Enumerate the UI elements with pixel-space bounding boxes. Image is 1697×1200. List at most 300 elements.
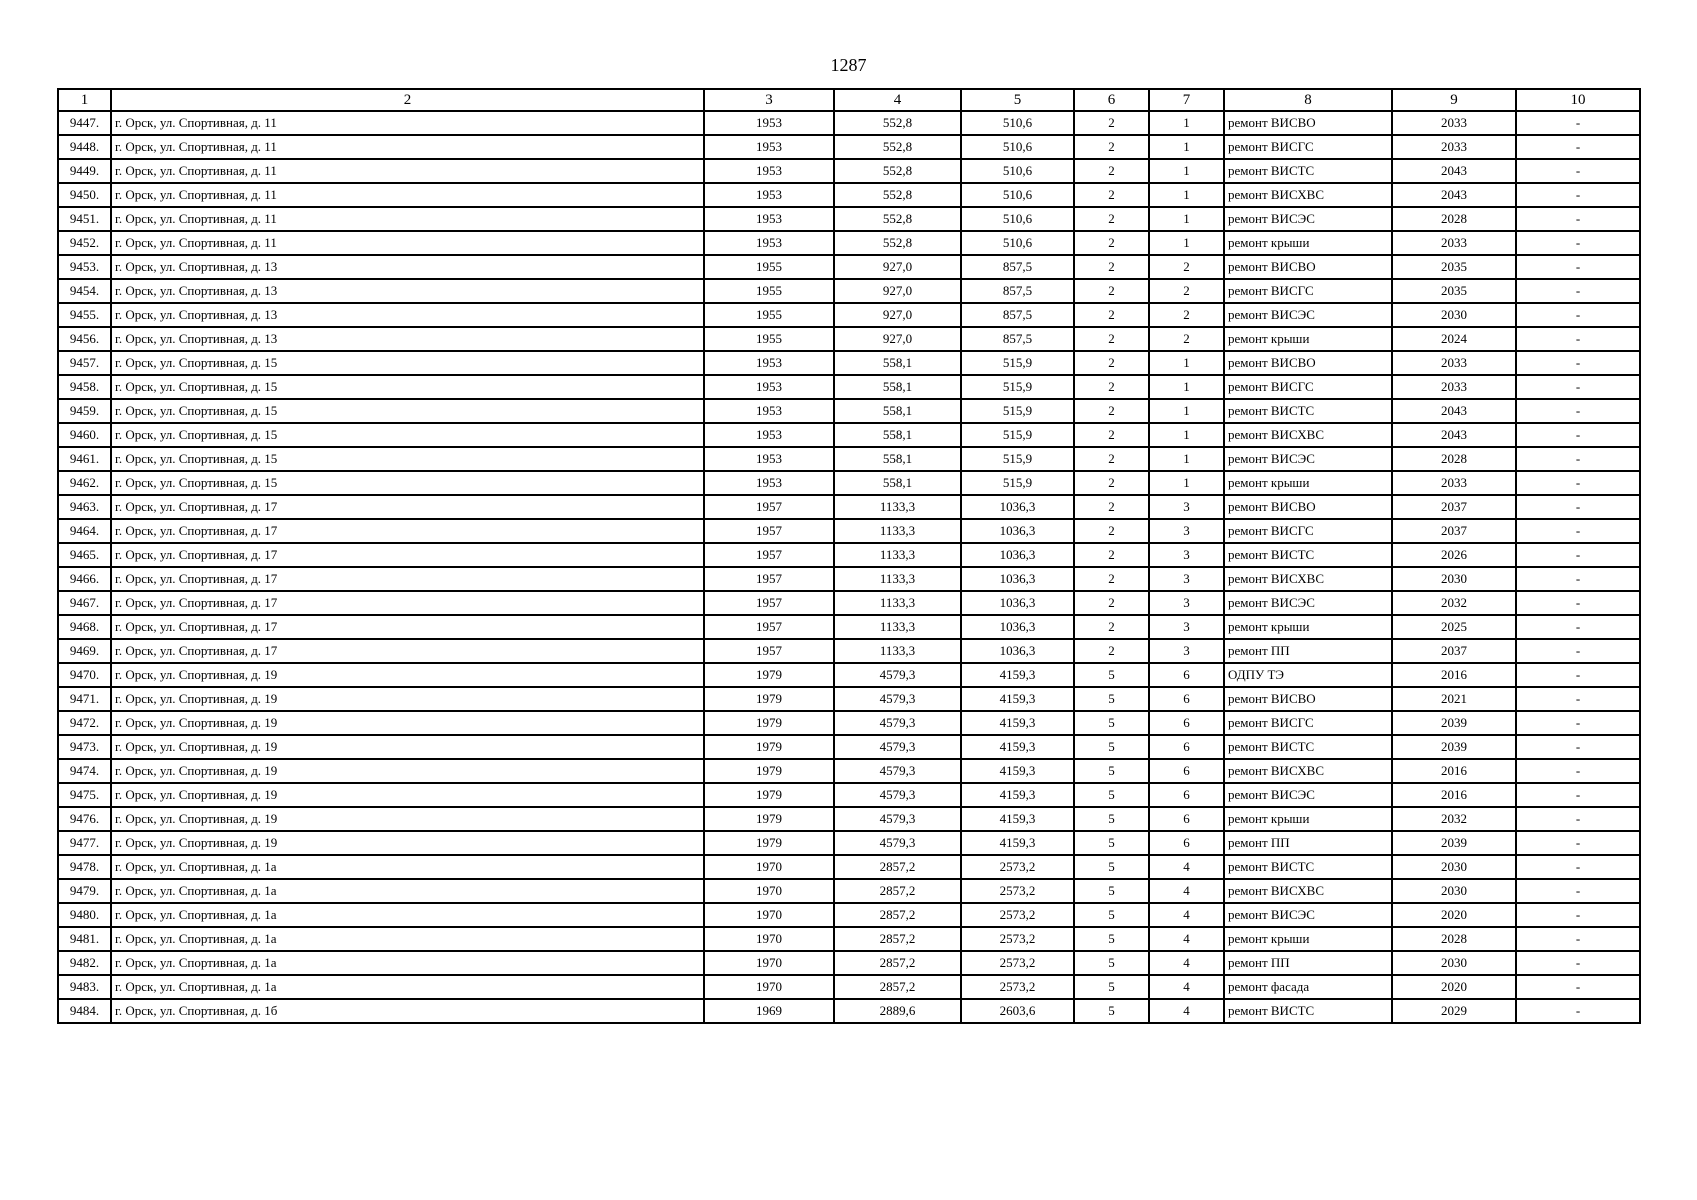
address-cell: г. Орск, ул. Спортивная, д. 19 [111, 759, 704, 783]
column-header-1: 1 [58, 89, 111, 111]
year-built-cell: 1970 [704, 951, 834, 975]
planned-year-cell: 2035 [1392, 279, 1516, 303]
table-row [58, 519, 1640, 543]
work-type-cell: ремонт ВИСХВС [1224, 879, 1392, 903]
floors-cell: 2 [1074, 231, 1149, 255]
entrances-cell: 2 [1149, 279, 1224, 303]
living-area-cell: 4159,3 [961, 807, 1074, 831]
note-cell: - [1516, 759, 1640, 783]
living-area-cell: 2603,6 [961, 999, 1074, 1023]
year-built-cell: 1953 [704, 207, 834, 231]
address-cell: г. Орск, ул. Спортивная, д. 17 [111, 639, 704, 663]
total-area-cell: 4579,3 [834, 711, 961, 735]
entrances-cell: 6 [1149, 759, 1224, 783]
planned-year-cell: 2033 [1392, 135, 1516, 159]
floors-cell: 5 [1074, 999, 1149, 1023]
entrances-cell: 1 [1149, 375, 1224, 399]
year-built-cell: 1953 [704, 375, 834, 399]
entrances-cell: 3 [1149, 519, 1224, 543]
address-cell: г. Орск, ул. Спортивная, д. 1а [111, 927, 704, 951]
work-type-cell: ремонт ВИСВО [1224, 687, 1392, 711]
floors-cell: 2 [1074, 279, 1149, 303]
planned-year-cell: 2030 [1392, 855, 1516, 879]
year-built-cell: 1955 [704, 303, 834, 327]
living-area-cell: 857,5 [961, 327, 1074, 351]
total-area-cell: 1133,3 [834, 615, 961, 639]
address-cell: г. Орск, ул. Спортивная, д. 1а [111, 975, 704, 999]
total-area-cell: 552,8 [834, 111, 961, 135]
year-built-cell: 1953 [704, 399, 834, 423]
work-type-cell: ремонт ВИСТС [1224, 999, 1392, 1023]
address-cell: г. Орск, ул. Спортивная, д. 11 [111, 111, 704, 135]
table-row [58, 735, 1640, 759]
planned-year-cell: 2028 [1392, 207, 1516, 231]
year-built-cell: 1957 [704, 519, 834, 543]
work-type-cell: ремонт ПП [1224, 951, 1392, 975]
year-built-cell: 1979 [704, 783, 834, 807]
column-header-8: 8 [1224, 89, 1392, 111]
floors-cell: 2 [1074, 591, 1149, 615]
note-cell: - [1516, 183, 1640, 207]
planned-year-cell: 2021 [1392, 687, 1516, 711]
floors-cell: 2 [1074, 351, 1149, 375]
entrances-cell: 1 [1149, 183, 1224, 207]
note-cell: - [1516, 447, 1640, 471]
row-number: 9462. [58, 471, 111, 495]
total-area-cell: 2889,6 [834, 999, 961, 1023]
planned-year-cell: 2029 [1392, 999, 1516, 1023]
table-row [58, 351, 1640, 375]
year-built-cell: 1953 [704, 423, 834, 447]
table-row [58, 783, 1640, 807]
total-area-cell: 1133,3 [834, 567, 961, 591]
note-cell: - [1516, 159, 1640, 183]
total-area-cell: 927,0 [834, 327, 961, 351]
row-number: 9452. [58, 231, 111, 255]
row-number: 9447. [58, 111, 111, 135]
row-number: 9467. [58, 591, 111, 615]
planned-year-cell: 2025 [1392, 615, 1516, 639]
living-area-cell: 4159,3 [961, 687, 1074, 711]
total-area-cell: 558,1 [834, 375, 961, 399]
work-type-cell: ремонт ВИСХВС [1224, 423, 1392, 447]
living-area-cell: 2573,2 [961, 855, 1074, 879]
year-built-cell: 1979 [704, 687, 834, 711]
floors-cell: 2 [1074, 519, 1149, 543]
planned-year-cell: 2039 [1392, 831, 1516, 855]
table-row [58, 183, 1640, 207]
table-row [58, 807, 1640, 831]
floors-cell: 5 [1074, 687, 1149, 711]
note-cell: - [1516, 471, 1640, 495]
table-row [58, 375, 1640, 399]
year-built-cell: 1979 [704, 759, 834, 783]
row-number: 9449. [58, 159, 111, 183]
total-area-cell: 1133,3 [834, 519, 961, 543]
table-row [58, 927, 1640, 951]
living-area-cell: 515,9 [961, 375, 1074, 399]
planned-year-cell: 2033 [1392, 231, 1516, 255]
year-built-cell: 1957 [704, 543, 834, 567]
work-type-cell: ремонт ВИСТС [1224, 159, 1392, 183]
total-area-cell: 558,1 [834, 471, 961, 495]
living-area-cell: 2573,2 [961, 951, 1074, 975]
living-area-cell: 857,5 [961, 279, 1074, 303]
address-cell: г. Орск, ул. Спортивная, д. 1а [111, 855, 704, 879]
note-cell: - [1516, 519, 1640, 543]
work-type-cell: ремонт ВИСТС [1224, 735, 1392, 759]
work-type-cell: ремонт ВИСГС [1224, 519, 1392, 543]
table-row [58, 207, 1640, 231]
entrances-cell: 3 [1149, 591, 1224, 615]
floors-cell: 2 [1074, 447, 1149, 471]
address-cell: г. Орск, ул. Спортивная, д. 19 [111, 687, 704, 711]
address-cell: г. Орск, ул. Спортивная, д. 13 [111, 303, 704, 327]
note-cell: - [1516, 879, 1640, 903]
row-number: 9466. [58, 567, 111, 591]
year-built-cell: 1970 [704, 879, 834, 903]
work-type-cell: ремонт крыши [1224, 615, 1392, 639]
address-cell: г. Орск, ул. Спортивная, д. 19 [111, 783, 704, 807]
planned-year-cell: 2016 [1392, 783, 1516, 807]
address-cell: г. Орск, ул. Спортивная, д. 15 [111, 375, 704, 399]
work-type-cell: ремонт ВИСГС [1224, 135, 1392, 159]
entrances-cell: 4 [1149, 855, 1224, 879]
living-area-cell: 515,9 [961, 351, 1074, 375]
living-area-cell: 515,9 [961, 447, 1074, 471]
work-type-cell: ремонт фасада [1224, 975, 1392, 999]
work-type-cell: ремонт ВИСХВС [1224, 183, 1392, 207]
note-cell: - [1516, 831, 1640, 855]
total-area-cell: 4579,3 [834, 831, 961, 855]
year-built-cell: 1957 [704, 615, 834, 639]
note-cell: - [1516, 807, 1640, 831]
planned-year-cell: 2033 [1392, 111, 1516, 135]
work-type-cell: ремонт ВИСВО [1224, 351, 1392, 375]
entrances-cell: 6 [1149, 831, 1224, 855]
note-cell: - [1516, 423, 1640, 447]
note-cell: - [1516, 663, 1640, 687]
column-header-2: 2 [111, 89, 704, 111]
table-row [58, 495, 1640, 519]
note-cell: - [1516, 687, 1640, 711]
address-cell: г. Орск, ул. Спортивная, д. 11 [111, 159, 704, 183]
planned-year-cell: 2037 [1392, 495, 1516, 519]
living-area-cell: 4159,3 [961, 759, 1074, 783]
row-number: 9464. [58, 519, 111, 543]
entrances-cell: 1 [1149, 447, 1224, 471]
address-cell: г. Орск, ул. Спортивная, д. 17 [111, 591, 704, 615]
total-area-cell: 4579,3 [834, 663, 961, 687]
row-number: 9457. [58, 351, 111, 375]
row-number: 9455. [58, 303, 111, 327]
total-area-cell: 1133,3 [834, 495, 961, 519]
entrances-cell: 4 [1149, 999, 1224, 1023]
living-area-cell: 1036,3 [961, 543, 1074, 567]
entrances-cell: 1 [1149, 471, 1224, 495]
address-cell: г. Орск, ул. Спортивная, д. 11 [111, 207, 704, 231]
note-cell: - [1516, 135, 1640, 159]
living-area-cell: 1036,3 [961, 567, 1074, 591]
floors-cell: 2 [1074, 567, 1149, 591]
entrances-cell: 6 [1149, 711, 1224, 735]
planned-year-cell: 2028 [1392, 447, 1516, 471]
planned-year-cell: 2030 [1392, 567, 1516, 591]
note-cell: - [1516, 951, 1640, 975]
living-area-cell: 510,6 [961, 207, 1074, 231]
address-cell: г. Орск, ул. Спортивная, д. 17 [111, 543, 704, 567]
address-cell: г. Орск, ул. Спортивная, д. 15 [111, 423, 704, 447]
note-cell: - [1516, 279, 1640, 303]
table-header-row [58, 89, 1640, 111]
row-number: 9459. [58, 399, 111, 423]
work-type-cell: ремонт ВИСГС [1224, 375, 1392, 399]
planned-year-cell: 2020 [1392, 903, 1516, 927]
table-row [58, 423, 1640, 447]
row-number: 9479. [58, 879, 111, 903]
entrances-cell: 4 [1149, 927, 1224, 951]
living-area-cell: 4159,3 [961, 711, 1074, 735]
work-type-cell: ремонт крыши [1224, 327, 1392, 351]
living-area-cell: 515,9 [961, 399, 1074, 423]
living-area-cell: 1036,3 [961, 639, 1074, 663]
column-header-10: 10 [1516, 89, 1640, 111]
work-type-cell: ремонт ВИСЭС [1224, 903, 1392, 927]
row-number: 9456. [58, 327, 111, 351]
floors-cell: 5 [1074, 855, 1149, 879]
floors-cell: 2 [1074, 183, 1149, 207]
year-built-cell: 1957 [704, 567, 834, 591]
table-row [58, 855, 1640, 879]
year-built-cell: 1957 [704, 495, 834, 519]
work-type-cell: ремонт ВИСТС [1224, 543, 1392, 567]
living-area-cell: 4159,3 [961, 663, 1074, 687]
column-header-7: 7 [1149, 89, 1224, 111]
address-cell: г. Орск, ул. Спортивная, д. 15 [111, 471, 704, 495]
row-number: 9482. [58, 951, 111, 975]
row-number: 9474. [58, 759, 111, 783]
planned-year-cell: 2028 [1392, 927, 1516, 951]
year-built-cell: 1953 [704, 231, 834, 255]
address-cell: г. Орск, ул. Спортивная, д. 19 [111, 807, 704, 831]
total-area-cell: 552,8 [834, 135, 961, 159]
planned-year-cell: 2033 [1392, 471, 1516, 495]
note-cell: - [1516, 495, 1640, 519]
entrances-cell: 1 [1149, 111, 1224, 135]
table-row [58, 303, 1640, 327]
work-type-cell: ремонт ВИСТС [1224, 855, 1392, 879]
living-area-cell: 1036,3 [961, 615, 1074, 639]
entrances-cell: 3 [1149, 639, 1224, 663]
table-row [58, 447, 1640, 471]
column-header-4: 4 [834, 89, 961, 111]
planned-year-cell: 2032 [1392, 591, 1516, 615]
row-number: 9471. [58, 687, 111, 711]
work-type-cell: ремонт крыши [1224, 807, 1392, 831]
table-row [58, 663, 1640, 687]
row-number: 9450. [58, 183, 111, 207]
living-area-cell: 4159,3 [961, 735, 1074, 759]
entrances-cell: 3 [1149, 543, 1224, 567]
work-type-cell: ремонт ВИСЭС [1224, 591, 1392, 615]
year-built-cell: 1953 [704, 111, 834, 135]
floors-cell: 2 [1074, 255, 1149, 279]
total-area-cell: 2857,2 [834, 975, 961, 999]
floors-cell: 2 [1074, 543, 1149, 567]
row-number: 9470. [58, 663, 111, 687]
table-row [58, 711, 1640, 735]
note-cell: - [1516, 639, 1640, 663]
table-row [58, 231, 1640, 255]
planned-year-cell: 2032 [1392, 807, 1516, 831]
floors-cell: 5 [1074, 951, 1149, 975]
row-number: 9475. [58, 783, 111, 807]
planned-year-cell: 2033 [1392, 375, 1516, 399]
row-number: 9448. [58, 135, 111, 159]
floors-cell: 2 [1074, 639, 1149, 663]
planned-year-cell: 2043 [1392, 183, 1516, 207]
total-area-cell: 4579,3 [834, 759, 961, 783]
floors-cell: 2 [1074, 159, 1149, 183]
work-type-cell: ремонт ПП [1224, 831, 1392, 855]
total-area-cell: 4579,3 [834, 783, 961, 807]
floors-cell: 5 [1074, 759, 1149, 783]
floors-cell: 2 [1074, 327, 1149, 351]
total-area-cell: 1133,3 [834, 639, 961, 663]
entrances-cell: 1 [1149, 207, 1224, 231]
work-type-cell: ОДПУ ТЭ [1224, 663, 1392, 687]
planned-year-cell: 2039 [1392, 735, 1516, 759]
table-row [58, 903, 1640, 927]
total-area-cell: 927,0 [834, 303, 961, 327]
living-area-cell: 1036,3 [961, 519, 1074, 543]
note-cell: - [1516, 735, 1640, 759]
address-cell: г. Орск, ул. Спортивная, д. 19 [111, 735, 704, 759]
table-body [58, 111, 1640, 1023]
note-cell: - [1516, 855, 1640, 879]
table-row [58, 951, 1640, 975]
total-area-cell: 1133,3 [834, 543, 961, 567]
entrances-cell: 1 [1149, 351, 1224, 375]
note-cell: - [1516, 351, 1640, 375]
note-cell: - [1516, 783, 1640, 807]
table-row [58, 591, 1640, 615]
floors-cell: 2 [1074, 303, 1149, 327]
table-row [58, 687, 1640, 711]
note-cell: - [1516, 903, 1640, 927]
floors-cell: 2 [1074, 375, 1149, 399]
row-number: 9451. [58, 207, 111, 231]
address-cell: г. Орск, ул. Спортивная, д. 17 [111, 495, 704, 519]
living-area-cell: 515,9 [961, 423, 1074, 447]
floors-cell: 5 [1074, 879, 1149, 903]
planned-year-cell: 2016 [1392, 759, 1516, 783]
row-number: 9483. [58, 975, 111, 999]
row-number: 9453. [58, 255, 111, 279]
total-area-cell: 4579,3 [834, 735, 961, 759]
address-cell: г. Орск, ул. Спортивная, д. 15 [111, 447, 704, 471]
planned-year-cell: 2043 [1392, 159, 1516, 183]
note-cell: - [1516, 327, 1640, 351]
work-type-cell: ремонт крыши [1224, 231, 1392, 255]
address-cell: г. Орск, ул. Спортивная, д. 15 [111, 351, 704, 375]
entrances-cell: 1 [1149, 423, 1224, 447]
living-area-cell: 510,6 [961, 159, 1074, 183]
row-number: 9461. [58, 447, 111, 471]
planned-year-cell: 2037 [1392, 519, 1516, 543]
work-type-cell: ремонт ВИСВО [1224, 495, 1392, 519]
note-cell: - [1516, 399, 1640, 423]
table-row [58, 999, 1640, 1023]
entrances-cell: 1 [1149, 231, 1224, 255]
address-cell: г. Орск, ул. Спортивная, д. 19 [111, 711, 704, 735]
floors-cell: 5 [1074, 831, 1149, 855]
work-type-cell: ремонт крыши [1224, 471, 1392, 495]
column-header-6: 6 [1074, 89, 1149, 111]
row-number: 9484. [58, 999, 111, 1023]
table-row [58, 879, 1640, 903]
floors-cell: 5 [1074, 783, 1149, 807]
table-row [58, 279, 1640, 303]
year-built-cell: 1955 [704, 255, 834, 279]
address-cell: г. Орск, ул. Спортивная, д. 17 [111, 615, 704, 639]
entrances-cell: 6 [1149, 735, 1224, 759]
living-area-cell: 1036,3 [961, 495, 1074, 519]
work-type-cell: ремонт ВИСГС [1224, 711, 1392, 735]
living-area-cell: 2573,2 [961, 975, 1074, 999]
planned-year-cell: 2024 [1392, 327, 1516, 351]
living-area-cell: 2573,2 [961, 903, 1074, 927]
floors-cell: 2 [1074, 615, 1149, 639]
year-built-cell: 1953 [704, 351, 834, 375]
note-cell: - [1516, 567, 1640, 591]
entrances-cell: 1 [1149, 135, 1224, 159]
table-row [58, 615, 1640, 639]
note-cell: - [1516, 231, 1640, 255]
table-row [58, 471, 1640, 495]
total-area-cell: 2857,2 [834, 927, 961, 951]
row-number: 9468. [58, 615, 111, 639]
entrances-cell: 4 [1149, 879, 1224, 903]
entrances-cell: 2 [1149, 303, 1224, 327]
row-number: 9480. [58, 903, 111, 927]
total-area-cell: 552,8 [834, 231, 961, 255]
note-cell: - [1516, 375, 1640, 399]
living-area-cell: 857,5 [961, 303, 1074, 327]
floors-cell: 2 [1074, 135, 1149, 159]
year-built-cell: 1955 [704, 327, 834, 351]
year-built-cell: 1979 [704, 831, 834, 855]
note-cell: - [1516, 591, 1640, 615]
floors-cell: 5 [1074, 975, 1149, 999]
entrances-cell: 4 [1149, 975, 1224, 999]
year-built-cell: 1979 [704, 807, 834, 831]
living-area-cell: 510,6 [961, 231, 1074, 255]
total-area-cell: 552,8 [834, 159, 961, 183]
planned-year-cell: 2026 [1392, 543, 1516, 567]
table-row [58, 111, 1640, 135]
total-area-cell: 2857,2 [834, 855, 961, 879]
repair-schedule-table [57, 88, 1641, 1024]
floors-cell: 2 [1074, 495, 1149, 519]
work-type-cell: ремонт крыши [1224, 927, 1392, 951]
address-cell: г. Орск, ул. Спортивная, д. 13 [111, 255, 704, 279]
entrances-cell: 6 [1149, 783, 1224, 807]
table-row [58, 135, 1640, 159]
entrances-cell: 4 [1149, 951, 1224, 975]
planned-year-cell: 2020 [1392, 975, 1516, 999]
page-number: 1287 [830, 55, 867, 75]
